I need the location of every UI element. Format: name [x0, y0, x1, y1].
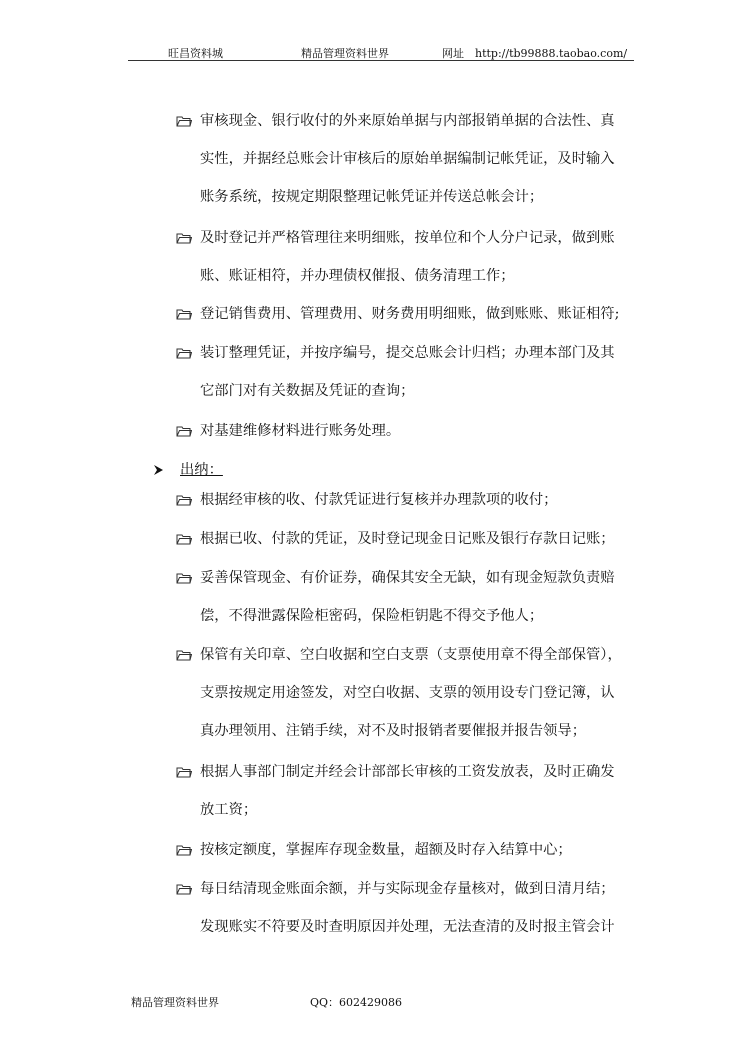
item-line: 发现账实不符要及时查明原因并处理，无法查清的及时报主管会计	[200, 919, 615, 935]
item-line: 偿，不得泄露保险柜密码，保险柜钥匙不得交予他人；	[200, 608, 544, 624]
item-line: 登记销售费用、管理费用、财务费用明细账，做到账账、账证相符;	[200, 306, 620, 322]
folder-icon	[176, 881, 192, 897]
item-line: 账务系统，按规定期限整理记帐凭证并传送总帐会计；	[200, 189, 544, 205]
header-left-text: 旺昌资料城	[168, 47, 223, 60]
item-line: 根据经审核的收、付款凭证进行复核并办理款项的收付；	[200, 492, 558, 508]
section-title: 出纳：	[180, 462, 223, 478]
folder-icon	[176, 842, 192, 858]
item-line: 审核现金、银行收付的外来原始单据与内部报销单据的合法性、真	[200, 113, 615, 129]
item-line: 支票按规定用途签发，对空白收据、支票的领用设专门登记簿，认	[200, 685, 615, 701]
folder-icon	[176, 345, 192, 361]
item-line: 根据人事部门制定并经会计部部长审核的工资发放表，及时正确发	[200, 764, 615, 780]
folder-icon	[176, 764, 192, 780]
item-line: 对基建维修材料进行账务处理。	[200, 423, 401, 439]
folder-icon	[176, 113, 192, 129]
arrow-bullet-icon	[152, 462, 166, 478]
item-line: 真办理领用、注销手续，对不及时报销者要催报并报告领导；	[200, 723, 587, 739]
folder-icon	[176, 423, 192, 439]
item-line: 及时登记并严格管理往来明细账，按单位和个人分户记录，做到账	[200, 230, 615, 246]
header-right-text: 网址 http://tb99888.taobao.com/	[442, 47, 628, 60]
footer-right-text: QQ：602429086	[310, 996, 403, 1009]
item-line: 妥善保管现金、有价证券，确保其安全无缺，如有现金短款负责赔	[200, 570, 615, 586]
folder-icon	[176, 230, 192, 246]
item-line: 根据已收、付款的凭证，及时登记现金日记账及银行存款日记账；	[200, 531, 615, 547]
folder-icon	[176, 647, 192, 663]
item-line: 账、账证相符，并办理债权催报、债务清理工作；	[200, 268, 515, 284]
item-line: 每日结清现金账面余额，并与实际现金存量核对，做到日清月结；	[200, 881, 615, 897]
footer-left-text: 精品管理资料世界	[131, 996, 219, 1009]
item-line: 它部门对有关数据及凭证的查询；	[200, 383, 415, 399]
item-line: 实性，并据经总账会计审核后的原始单据编制记帐凭证，及时输入	[200, 151, 615, 167]
item-line: 保管有关印章、空白收据和空白支票（支票使用章不得全部保管），	[200, 647, 622, 663]
folder-icon	[176, 570, 192, 586]
item-line: 装订整理凭证，并按序编号，提交总账会计归档；办理本部门及其	[200, 345, 615, 361]
folder-icon	[176, 531, 192, 547]
folder-icon	[176, 306, 192, 322]
folder-icon	[176, 492, 192, 508]
header-center-text: 精品管理资料世界	[301, 47, 389, 60]
item-line: 按核定额度，掌握库存现金数量，超额及时存入结算中心；	[200, 842, 572, 858]
item-line: 放工资；	[200, 802, 258, 818]
